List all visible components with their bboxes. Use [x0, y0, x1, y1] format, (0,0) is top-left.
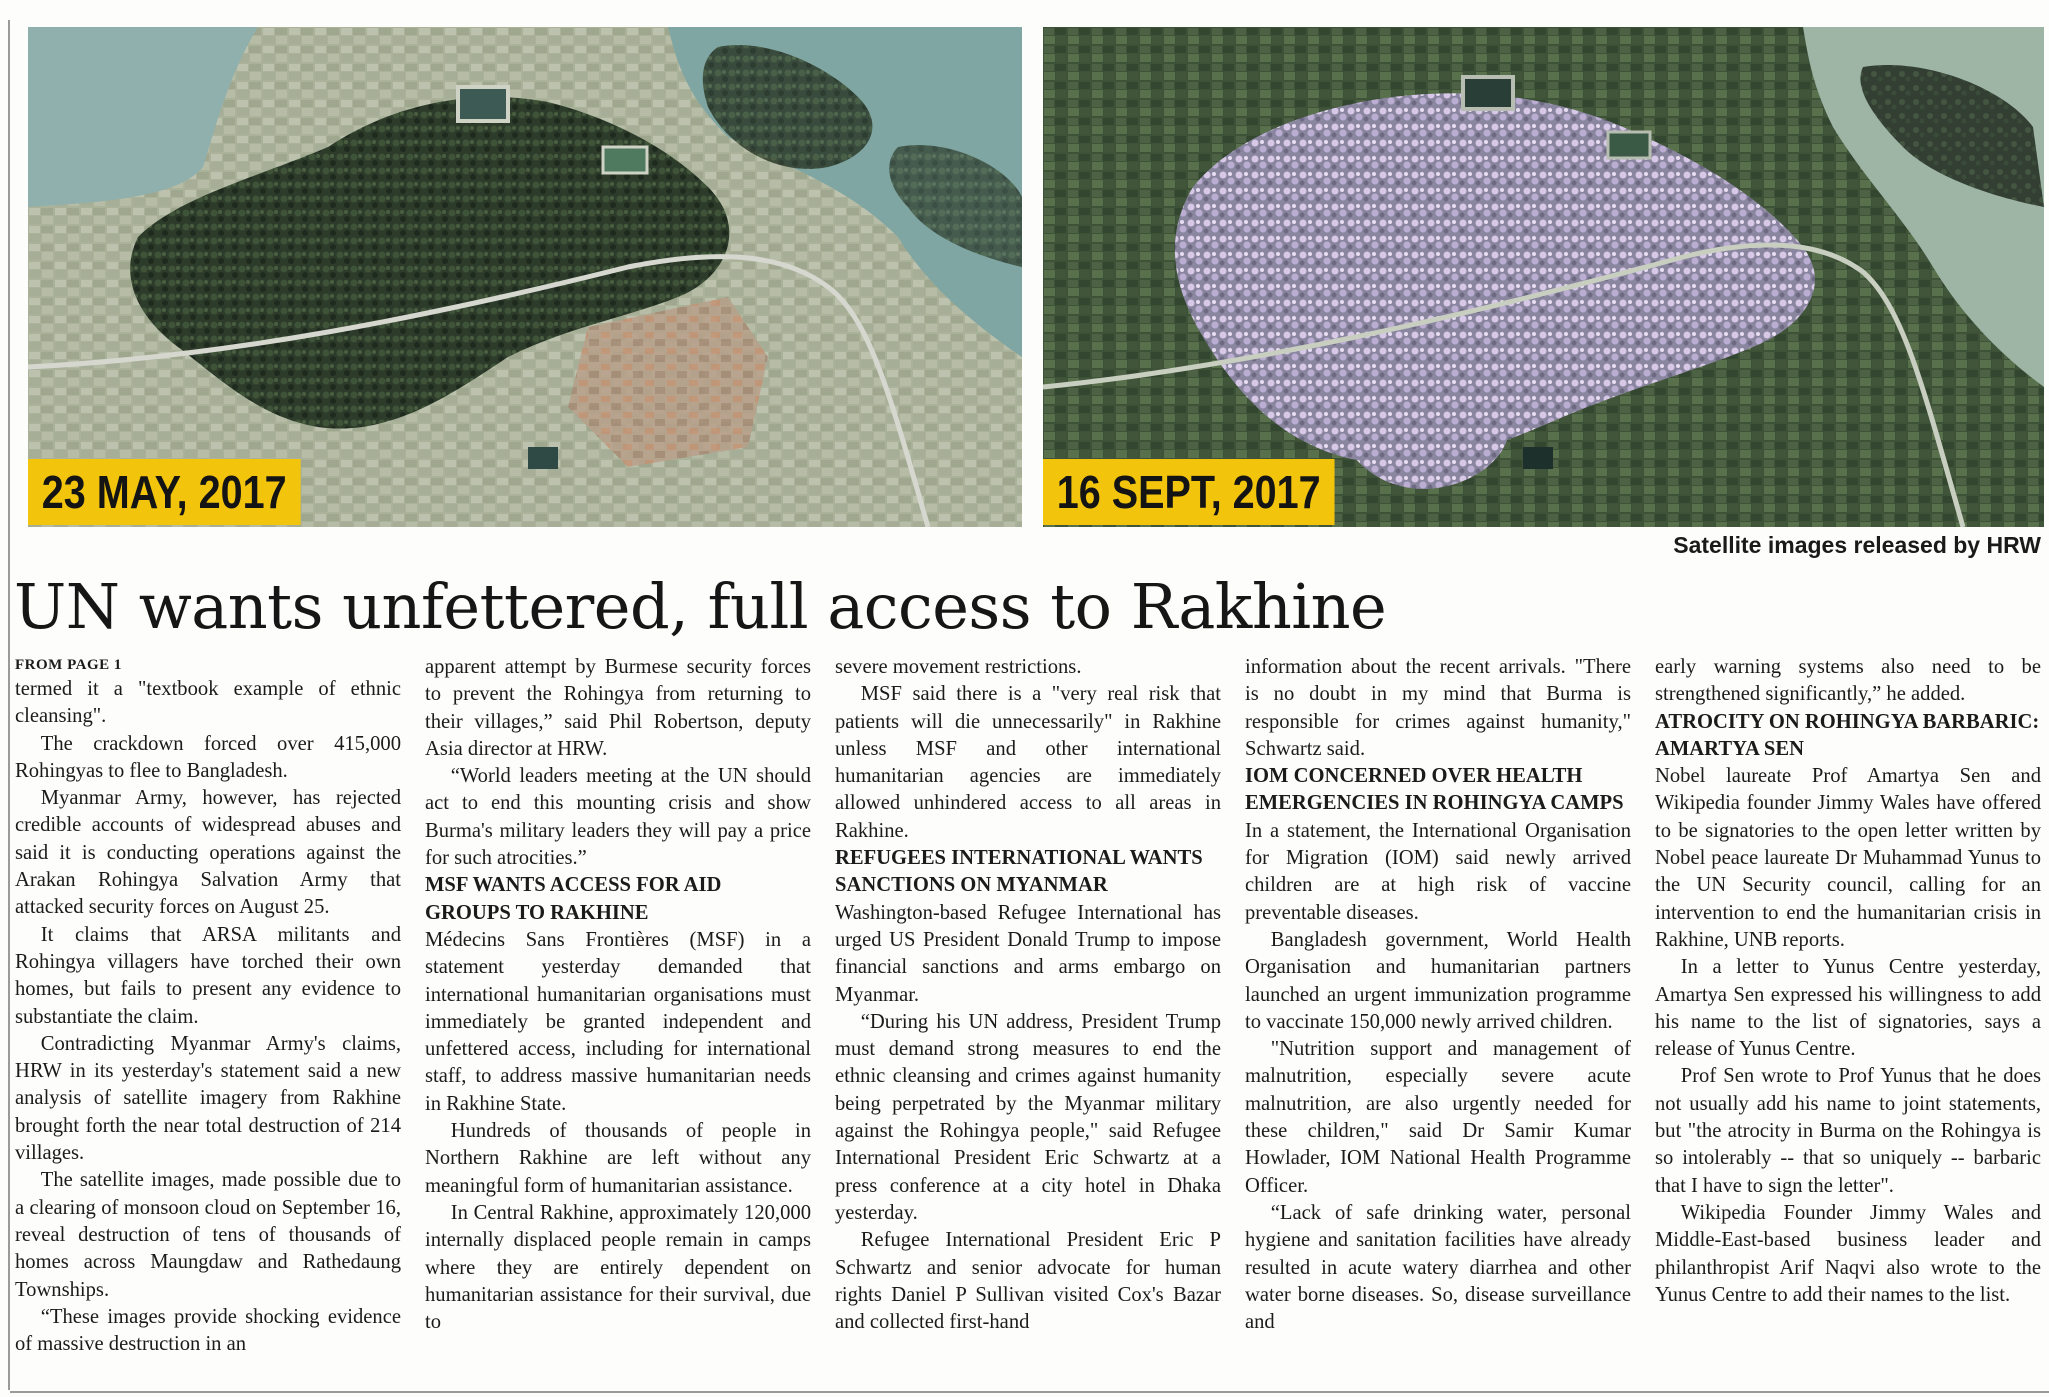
satellite-image-before	[28, 27, 1022, 527]
paragraph: Bangladesh government, World Health Organisation and humanitarian partners launched an urgent immunization programme to vaccinate 150,000 newly arrived children.	[1245, 928, 1631, 1033]
paragraph: MSF said there is a "very real risk that patients will die unnecessarily" in Rakhine unless MSF and other international humanitarian agencies are immediately allowed unhindered access to all areas in Rakhine.	[835, 683, 1221, 842]
paragraph: Refugee International President Eric P Schwartz and senior advocate for human rights Daniel P Sullivan visited Cox's Bazar and collected first-hand	[835, 1229, 1221, 1334]
paragraph: Washington-based Refugee International has urged US President Donald Trump to impose financial sanctions and arms embargo on Myanmar.	[835, 901, 1221, 1006]
headline: UN wants unfettered, full access to Rakhine	[14, 570, 1387, 643]
subheading-iom: IOM CONCERNED OVER HEALTH EMERGENCIES IN ROHINGYA CAMPS	[1245, 765, 1624, 815]
satellite-image-before-graphic	[28, 27, 1022, 527]
paragraph: The crackdown forced over 415,000 Rohingyas to flee to Bangladesh.	[15, 732, 401, 782]
paragraph: severe movement restrictions.	[835, 656, 1082, 678]
satellite-image-after-graphic	[1043, 27, 2044, 527]
paragraph: Prof Sen wrote to Prof Yunus that he does not usually add his name to joint statements, but "the atrocity in Burma on the Rohingya is so intolerably -- that so uniquely -- barbaric that I have to sign the letter".	[1655, 1065, 2041, 1197]
article-column-4	[1245, 654, 1631, 1390]
from-page-label: FROM PAGE 1	[15, 657, 122, 673]
paragraph: It claims that ARSA militants and Rohingya villagers have torched their own homes, but fails to present any evidence to substantiate the claim.	[15, 923, 401, 1028]
paragraph: The satellite images, made possible due to a clearing of monsoon cloud on September 16, reveal destruction of tens of thousands of homes across Maungdaw and Rathedaung Townships.	[15, 1169, 401, 1301]
paragraph: Wikipedia Founder Jimmy Wales and Middle-East-based business leader and philanthropist Arif Naqvi also wrote to the Yunus Centre to add their names to the list.	[1655, 1201, 2041, 1306]
article-column-1	[15, 654, 401, 1390]
paragraph: information about the recent arrivals. "There is no doubt in my mind that Burma is responsible for crimes against humanity," Schwartz said.	[1245, 656, 1631, 760]
date-badge-after: 16 SEPT, 2017	[1043, 459, 1334, 525]
paragraph: Médecins Sans Frontières (MSF) in a statement yesterday demanded that international humanitarian organisations must immediately be granted independent and unfettered access, including for international staff, to address massive humanitarian needs in Rakhine State.	[425, 928, 811, 1115]
paragraph: “Lack of safe drinking water, personal hygiene and sanitation facilities have already resulted in acute watery diarrhea and other water borne diseases. So, disease surveillance and	[1245, 1201, 1631, 1334]
paragraph: early warning systems also need to be strengthened significantly,” he added.	[1655, 656, 2041, 706]
subheading-amartya-sen: ATROCITY ON ROHINGYA BARBARIC: AMARTYA SEN	[1655, 710, 2040, 760]
paragraph: “These images provide shocking evidence of massive destruction in an	[15, 1305, 401, 1356]
satellite-image-after	[1043, 27, 2044, 527]
article-column-3	[835, 654, 1221, 1390]
paragraph: In a statement, the International Organisation for Migration (IOM) said newly arrived children are at high risk of vaccine preventable diseases.	[1245, 819, 1631, 924]
paragraph: In a letter to Yunus Centre yesterday, Amartya Sen expressed his willingness to add his name to the list of signatories, says a release of Yunus Centre.	[1655, 956, 2041, 1061]
paragraph: “World leaders meeting at the UN should act to end this mounting crisis and show Burma's military leaders they will pay a price for such atrocities.”	[425, 765, 811, 870]
paragraph: Myanmar Army, however, has rejected credible accounts of widespread abuses and said it is conducting operations against the Arakan Rohingya Salvation Army that attacked security forces on August 25.	[15, 787, 401, 919]
page-left-rule	[8, 20, 10, 1390]
subheading-refugees-international: REFUGEES INTERNATIONAL WANTS SANCTIONS ON MYANMAR	[835, 847, 1203, 897]
date-badge-before: 23 MAY, 2017	[28, 459, 300, 525]
paragraph: termed it a "textbook example of ethnic cleansing".	[15, 678, 401, 728]
article-column-2	[425, 654, 811, 1390]
photo-credit: Satellite images released by HRW	[1673, 532, 2041, 558]
paragraph: "Nutrition support and management of malnutrition, especially severe acute malnutrition, are also urgently needed for these children," said Dr Samir Kumar Howlader, IOM National Health Programme Officer.	[1245, 1038, 1631, 1197]
paragraph: In Central Rakhine, approximately 120,000 internally displaced people remain in camps where they are entirely dependent on humanitarian assistance for their survival, due to	[425, 1201, 811, 1334]
paragraph: Nobel laureate Prof Amartya Sen and Wikipedia founder Jimmy Wales have offered to be signatories to the open letter written by Nobel peace laureate Dr Muhammad Yunus to the UN Security council, calling for an intervention to end the humanitarian crisis in Rakhine, UNB reports.	[1655, 765, 2041, 951]
paragraph: Hundreds of thousands of people in Northern Rakhine are left without any meaningful form of humanitarian assistance.	[425, 1120, 811, 1197]
article-column-5	[1655, 654, 2041, 1390]
page-bottom-rule	[10, 1391, 2049, 1393]
paragraph: apparent attempt by Burmese security forces to prevent the Rohingya from returning to their villages,” said Phil Robertson, deputy Asia director at HRW.	[425, 656, 811, 760]
subheading-msf: MSF WANTS ACCESS FOR AID GROUPS TO RAKHINE	[425, 874, 722, 924]
paragraph: Contradicting Myanmar Army's claims, HRW in its yesterday's statement said a new analysis of satellite imagery from Rakhine brought forth the near total destruction of 214 villages.	[15, 1032, 401, 1165]
paragraph: “During his UN address, President Trump must demand strong measures to end the ethnic cleansing and crimes against humanity being perpetrated by the Myanmar military against the Rohingya people," said Refugee International President Eric Schwartz at a press conference at a city hotel in Dhaka yesterday.	[835, 1010, 1221, 1224]
